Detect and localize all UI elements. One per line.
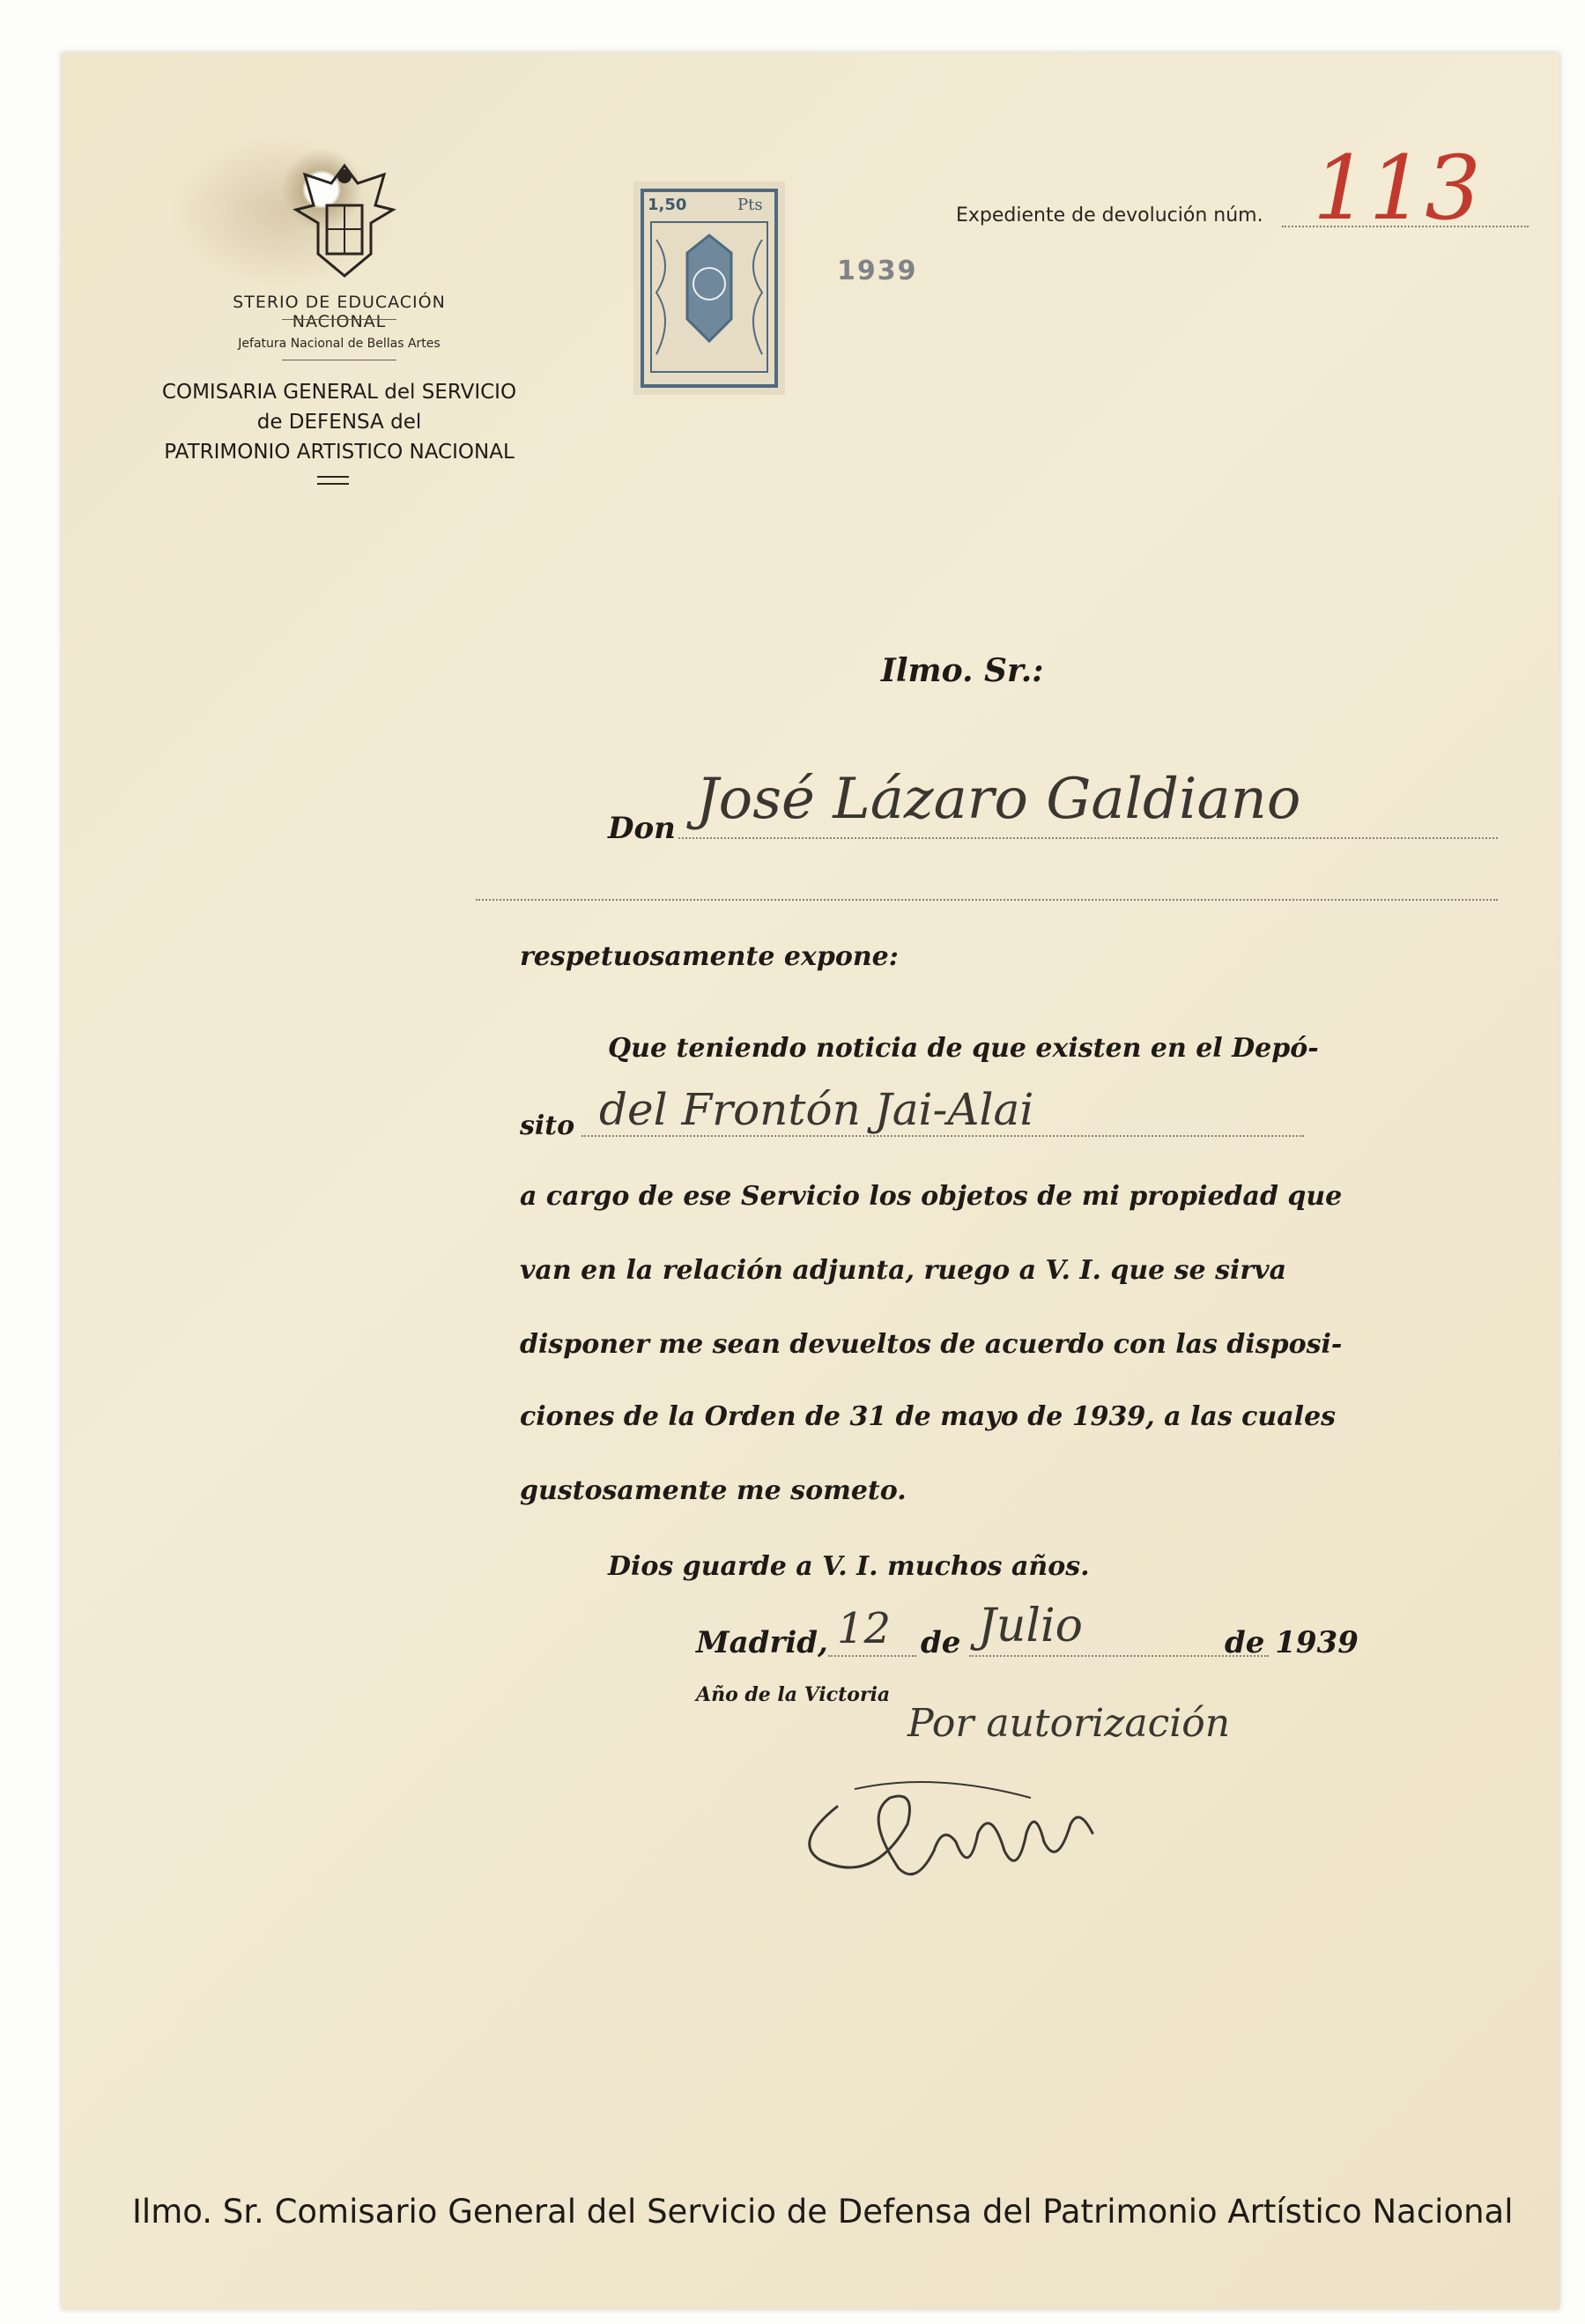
body-line-4: van en la relación adjunta, ruego a V. I. que se sirva — [520, 1255, 1287, 1286]
stamp-emblem-icon — [639, 187, 780, 390]
date-city: Madrid, — [696, 1625, 828, 1660]
date-year: de 1939 — [1225, 1625, 1359, 1660]
sender-name-handwritten: José Lázaro Galdiano — [696, 767, 1301, 832]
fiscal-stamp — [639, 187, 780, 390]
stamp-currency: Pts — [737, 196, 763, 214]
body-line-6: ciones de la Orden de 31 de mayo de 1939, a las cuales — [520, 1401, 1337, 1432]
date-de: de — [921, 1625, 961, 1660]
body-sito: sito — [520, 1110, 575, 1141]
expediente-number: 113 — [1313, 137, 1481, 240]
body-line-1: Que teniendo noticia de que existen en el Depó- — [608, 1033, 1319, 1064]
date-day-dotted-line — [828, 1655, 916, 1657]
date-month-handwritten: Julio — [978, 1600, 1083, 1652]
coat-of-arms-icon — [278, 157, 411, 289]
document-sheet — [62, 53, 1559, 2309]
salutation: Ilmo. Sr.: — [881, 652, 1044, 689]
body-line-7: gustosamente me someto. — [520, 1475, 907, 1506]
body-intro: respetuosamente expone: — [520, 941, 899, 972]
letterhead-comisaria — [115, 377, 564, 467]
comisaria-line-2: de DEFENSA del — [256, 411, 422, 434]
letterhead-double-rule — [317, 476, 349, 485]
date-day-handwritten: 12 — [837, 1604, 892, 1653]
stamp-postmark-year: 1939 — [837, 256, 918, 286]
sender-dotted-line — [678, 837, 1498, 839]
letterhead-jefatura: Jefatura Nacional de Bellas Artes — [238, 337, 441, 351]
date-year-label: Año de la Victoria — [696, 1683, 891, 1706]
body-line-5: disponer me sean devueltos de acuerdo con las disposi- — [520, 1329, 1343, 1360]
body-line-3: a cargo de ese Servicio los objetos de mi propiedad que — [520, 1181, 1343, 1212]
comisaria-line-3: PATRIMONIO ARTISTICO NACIONAL — [164, 441, 515, 464]
letterhead-divider — [282, 319, 396, 320]
deposito-handwritten: del Frontón Jai-Alai — [599, 1084, 1034, 1135]
sender-second-dotted-line — [476, 899, 1498, 901]
signature-authorization: Por autorización — [907, 1701, 1231, 1746]
comisaria-line-1: COMISARIA GENERAL del SERVICIO — [161, 381, 517, 404]
footer-addressee: Ilmo. Sr. Comisario General del Servicio de Defensa del Patrimonio Artístico Nacional — [132, 2193, 1514, 2231]
body-closing: Dios guarde a V. I. muchos años. — [608, 1551, 1090, 1582]
sender-prefix: Don — [608, 811, 676, 846]
handwritten-signature-icon — [802, 1754, 1137, 1895]
stamp-value: 1,50 — [648, 196, 687, 214]
date-month-dotted-line — [969, 1655, 1269, 1657]
letterhead-ministry: STERIO DE EDUCACIÓN NACIONAL — [233, 293, 446, 331]
deposito-dotted-line — [581, 1135, 1304, 1137]
expediente-label: Expediente de devolución núm. — [956, 204, 1263, 226]
